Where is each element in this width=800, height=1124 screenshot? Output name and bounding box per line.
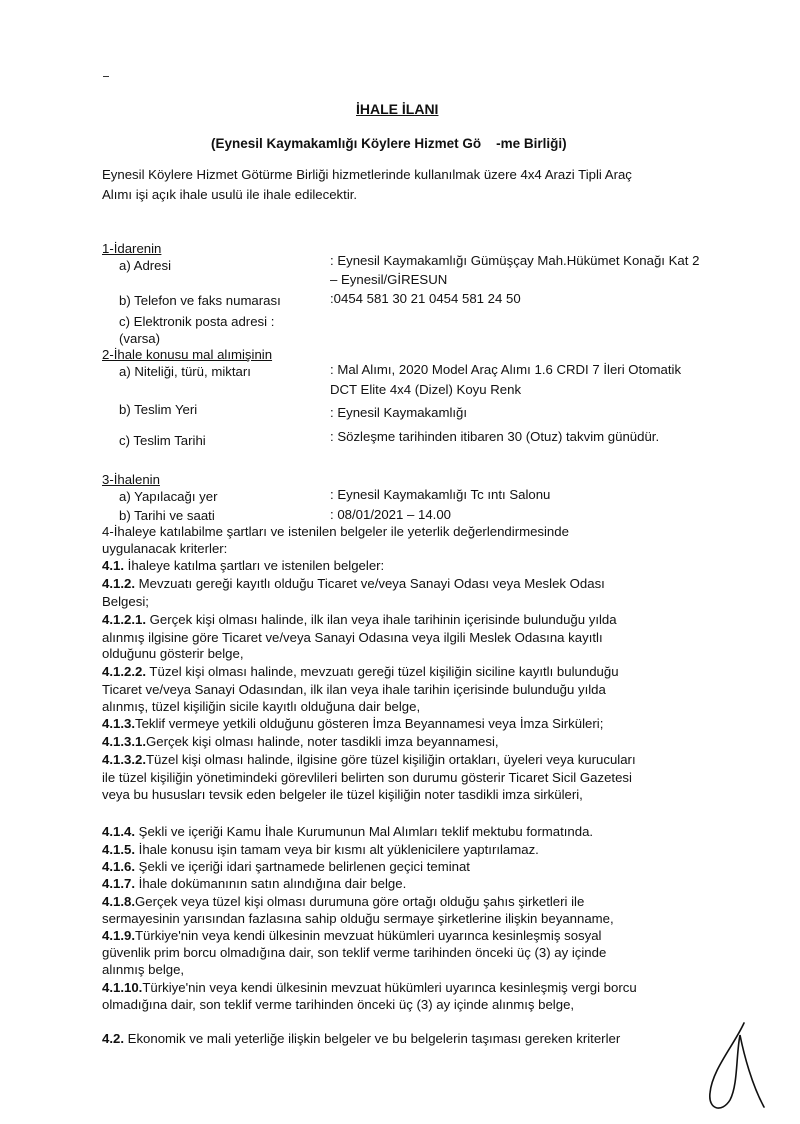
clause-4-1-10 [102,980,637,996]
paragraph-line: Ticaret ve/veya Sanayi Odasından, ilk ilan veya ihale tarihin içerisinde bulunduğu yılda [102,682,606,697]
field-label: b) Teslim Yeri [119,402,198,417]
paragraph-line: ile tüzel kişiliğin yönetimindeki görevlileri belirten son durumu gösterir Ticaret Sicil Gazetesi [102,770,632,785]
clause-4-1-9 [102,928,601,944]
field-value: :0454 581 30 21 0454 581 24 50 [330,291,521,306]
clause-number: 4.1.3.2. [102,752,146,767]
clause-4-2 [102,1031,620,1047]
field-value: : Mal Alımı, 2020 Model Araç Alımı 1.6 CRDI 7 İleri Otomatik [330,362,682,377]
clause-number: 4.1.4. [102,824,135,839]
paragraph-line: sermayesinin yarısından fazlasına sahip olduğu sermaye şirketlerine ilişkin beyanname, [102,911,614,926]
field-value: : Sözleşme tarihinden itibaren 30 (Otuz) takvim günüdür. [330,429,660,444]
clause-number: 4.1.3.1. [102,734,146,749]
field-value: : Eynesil Kaymakamlığı [330,405,468,420]
clause-text: Mevzuatı gereği kayıtlı olduğu Ticaret ve/veya Sanayi Odası veya Meslek Odası [135,576,605,591]
clause-text: Teklif vermeye yetkili olduğunu gösteren İmza Beyannamesi veya İmza Sirküleri; [135,716,604,731]
intro-line: Eynesil Köylere Hizmet Götürme Birliği hizmetlerinde kullanılmak üzere 4x4 Arazi Tipli Araç [102,167,632,182]
field-value: : 08/01/2021 – 14.00 [330,507,451,522]
clause-4-1-3 [102,716,603,732]
field-label: a) Yapılacağı yer [119,489,218,504]
handwritten-signature [700,1015,770,1115]
clause-text: Şekli ve içeriği idari şartnamede belirlenen geçici teminat [135,859,470,874]
clause-text: İhaleye katılma şartları ve istenilen belgeler: [124,558,385,573]
clause-number: 4.1.2.2. [102,664,146,679]
page-subtitle: (Eynesil Kaymakamlığı Köylere Hizmet Gö -me Birliği) [211,136,567,151]
clause-number: 4.1.10. [102,980,143,995]
paragraph-line: güvenlik prim borcu olmadığına dair, son teklif verme tarihinden önceki üç (3) ay içinde [102,945,607,960]
clause-text: İhale dokümanının satın alındığına dair belge. [135,876,407,891]
paragraph-line: alınmış, tüzel kişiliğin sicile kayıtlı olduğuna dair belge, [102,699,421,714]
field-value: : Eynesil Kaymakamlığı Gümüşçay Mah.Hükümet Konağı Kat 2 [330,253,700,268]
clause-4-1-7 [102,876,406,892]
paragraph-line: olduğunu gösterir belge, [102,646,244,661]
clause-4-1-3-2 [102,752,636,768]
intro-line: Alımı işi açık ihale usulü ile ihale edilecektir. [102,187,358,202]
section-heading-ihale: 3-İhalenin [102,472,160,487]
paragraph-line: Belgesi; [102,594,149,609]
clause-number: 4.2. [102,1031,124,1046]
clause-4-1-5 [102,842,539,858]
clause-4-1-6 [102,859,470,875]
clause-number: 4.1.8. [102,894,135,909]
field-label: c) Teslim Tarihi [119,433,206,448]
clause-text: Tüzel kişi olması halinde, ilgisine göre tüzel kişiliğin ortakları, üyeleri veya kurucuları [146,752,636,767]
clause-number: 4.1.2. [102,576,135,591]
clause-text: Gerçek kişi olması halinde, ilk ilan veya ihale tarihinin içerisinde bulunduğu yılda [146,612,617,627]
clause-text: Tüzel kişi olması halinde, mevzuatı gereği tüzel kişiliğin siciline kayıtlı bulunduğu [146,664,619,679]
clause-number: 4.1.6. [102,859,135,874]
clause-text: Gerçek kişi olması halinde, noter tasdikli imza beyannamesi, [146,734,499,749]
field-value: – Eynesil/GİRESUN [330,272,448,287]
clause-4-1-4 [102,824,593,840]
section-heading-idare: 1-İdarenin [102,241,162,256]
paragraph-line: uygulanacak kriterler: [102,541,228,556]
field-label: c) Elektronik posta adresi : [119,314,275,329]
clause-4-1-3-1 [102,734,499,750]
paragraph-line: alınmış ilgisine göre Ticaret ve/veya Sanayi Odasına veya ilgili Meslek Odasına kayıtlı [102,630,603,645]
field-label: (varsa) [119,331,161,346]
clause-number: 4.1.7. [102,876,135,891]
field-label: b) Telefon ve faks numarası [119,293,281,308]
field-label: a) Adresi [119,258,172,273]
clause-number: 4.1. [102,558,124,573]
clause-number: 4.1.3. [102,716,135,731]
paragraph-line: olmadığına dair, son teklif verme tarihinden önceki üç (3) ay içinde alınmış belge, [102,997,575,1012]
margin-mark [103,76,109,77]
clause-4-1-2-2 [102,664,619,680]
clause-text: Ekonomik ve mali yeterliğe ilişkin belgeler ve bu belgelerin taşıması gereken kriterler [124,1031,621,1046]
section-heading-katilim: 4-İhaleye katılabilme şartları ve istenilen belgeler ile yeterlik değerlendirmesinde [102,524,569,539]
page-title: İHALE İLANI [356,101,439,117]
clause-4-1 [102,558,384,574]
section-heading-ihale-konusu: 2-İhale konusu mal alımişinin [102,347,273,362]
clause-text: Gerçek veya tüzel kişi olması durumuna göre ortağı olduğu şahıs şirketleri ile [135,894,585,909]
paragraph-line: veya bu hususları tevsik eden belgeler ile tüzel kişiliğin noter tasdikli imza sirküleri, [102,787,583,802]
clause-number: 4.1.9. [102,928,135,943]
clause-number: 4.1.2.1. [102,612,146,627]
field-value: : Eynesil Kaymakamlığı Tc ıntı Salonu [330,487,551,502]
clause-text: Türkiye'nin veya kendi ülkesinin mevzuat hükümleri uyarınca kesinleşmiş sosyal [135,928,602,943]
field-label: b) Tarihi ve saati [119,508,215,523]
clause-text: İhale konusu işin tamam veya bir kısmı alt yüklenicilere yaptırılamaz. [135,842,539,857]
clause-4-1-2-1 [102,612,617,628]
field-label: a) Niteliği, türü, miktarı [119,364,251,379]
clause-4-1-2 [102,576,605,592]
clause-number: 4.1.5. [102,842,135,857]
clause-4-1-8 [102,894,584,910]
paragraph-line: alınmış belge, [102,962,185,977]
clause-text: Şekli ve içeriği Kamu İhale Kurumunun Mal Alımları teklif mektubu formatında. [135,824,594,839]
field-value: DCT Elite 4x4 (Dizel) Koyu Renk [330,382,522,397]
clause-text: Türkiye'nin veya kendi ülkesinin mevzuat hükümleri uyarınca kesinleşmiş vergi borcu [142,980,637,995]
